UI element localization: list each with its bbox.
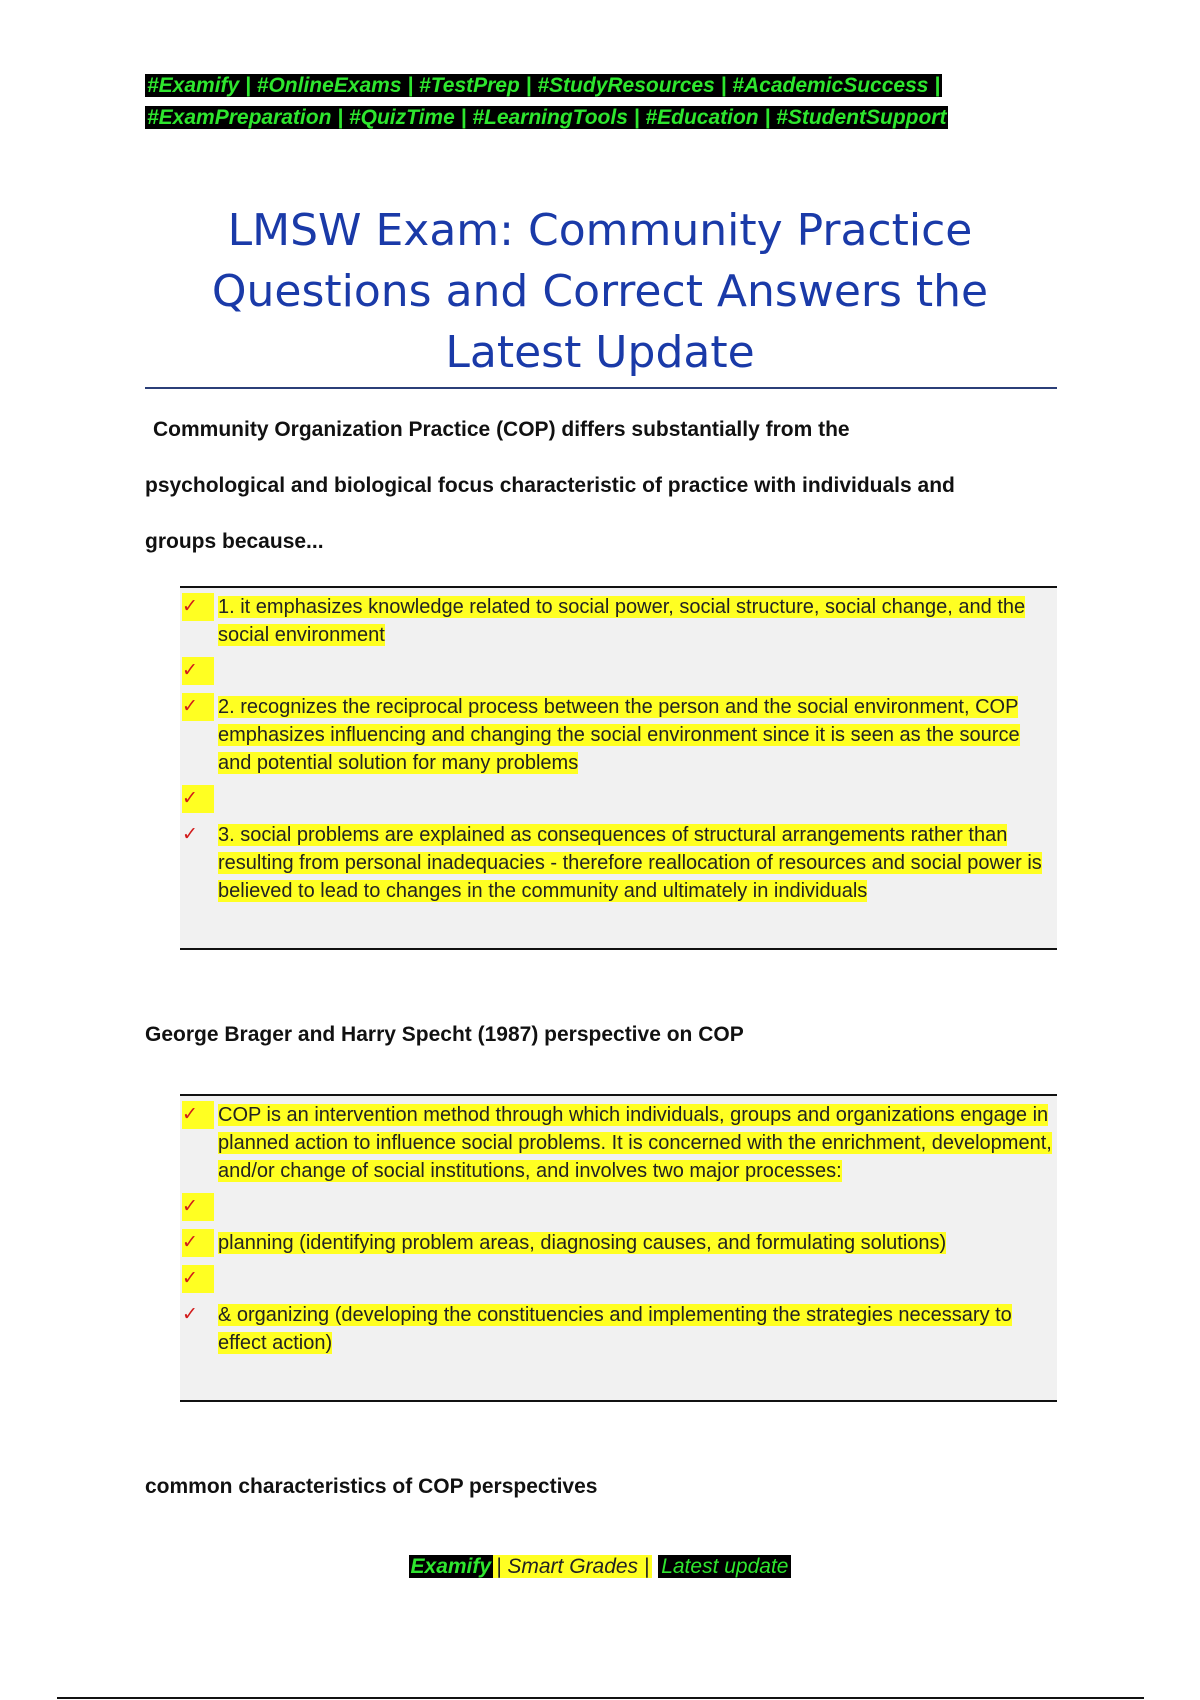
- answer-item: [180, 1301, 1057, 1357]
- question-1-line-2: psychological and biological focus characteristic of practice with individuals and: [145, 474, 955, 497]
- answer-item-empty: [180, 785, 1057, 813]
- answer-item: [180, 693, 1057, 777]
- question-1: [145, 402, 1055, 570]
- checkmark-icon: ✓: [182, 1101, 214, 1129]
- answer-text: 3. social problems are explained as consequences of structural arrangements rather than resulting from personal inadequacies - therefore reallocation of resources and social power is believed to lead to changes in the community and ultimately in individuals: [218, 824, 1042, 902]
- answer-item: [180, 593, 1057, 649]
- checkmark-icon: ✓: [182, 824, 198, 845]
- hashtag-line-1: #Examify | #OnlineExams | #TestPrep | #StudyResources | #AcademicSuccess |: [147, 74, 941, 97]
- hashtag-banner: [145, 70, 1055, 134]
- page-footer: [0, 1552, 1200, 1582]
- checkmark-icon: ✓: [182, 1193, 214, 1221]
- title-divider: [145, 387, 1057, 389]
- hashtag-line-2: #ExamPreparation | #QuizTime | #LearningTools | #Education | #StudentSupport: [147, 106, 947, 129]
- question-1-line-3: groups because...: [145, 530, 324, 553]
- answer-item: [180, 1101, 1057, 1185]
- answer-text: COP is an intervention method through which individuals, groups and organizations engage in planned action to influence social problems. It is concerned with the enrichment, development, and/or change of social institutions, and involves two major processes:: [218, 1104, 1052, 1182]
- footer-middle: | Smart Grades |: [493, 1555, 652, 1578]
- answer-item-empty: [180, 1193, 1057, 1221]
- answer-item: [180, 1229, 1057, 1257]
- title-line-2: Questions and Correct Answers the: [211, 266, 989, 317]
- checkmark-icon: ✓: [182, 693, 214, 721]
- question-1-line-1: Community Organization Practice (COP) differs substantially from the: [153, 418, 850, 441]
- answer-text: 1. it emphasizes knowledge related to social power, social structure, social change, and the social environment: [218, 596, 1026, 646]
- checkmark-icon: ✓: [182, 1265, 214, 1293]
- checkmark-icon: ✓: [182, 657, 214, 685]
- answer-text: 2. recognizes the reciprocal process between the person and the social environment, COP emphasizes influencing and changing the social environment since it is seen as the source and potential solution for many problems: [218, 696, 1020, 774]
- answer-text: planning (identifying problem areas, diagnosing causes, and formulating solutions): [218, 1232, 947, 1254]
- answer-item-empty: [180, 657, 1057, 685]
- footer-latest-update: Latest update: [658, 1555, 791, 1578]
- question-2: George Brager and Harry Specht (1987) perspective on COP: [145, 1023, 744, 1046]
- question-3: common characteristics of COP perspectives: [145, 1475, 598, 1498]
- checkmark-icon: ✓: [182, 785, 214, 813]
- title-line-1: LMSW Exam: Community Practice: [227, 205, 973, 256]
- answer-item: [180, 821, 1057, 905]
- checkmark-icon: ✓: [182, 1304, 198, 1325]
- footer-brand: Examify: [410, 1555, 492, 1578]
- answer-item-empty: [180, 1265, 1057, 1293]
- document-title: [145, 200, 1055, 383]
- bottom-divider: [57, 1697, 1144, 1699]
- answer-text: & organizing (developing the constituencies and implementing the strategies necessary to effect action): [218, 1304, 1012, 1354]
- title-line-3: Latest Update: [445, 327, 755, 378]
- answer-box-1: [180, 586, 1057, 950]
- checkmark-icon: ✓: [182, 1229, 214, 1257]
- checkmark-icon: ✓: [182, 593, 214, 621]
- answer-box-2: [180, 1094, 1057, 1402]
